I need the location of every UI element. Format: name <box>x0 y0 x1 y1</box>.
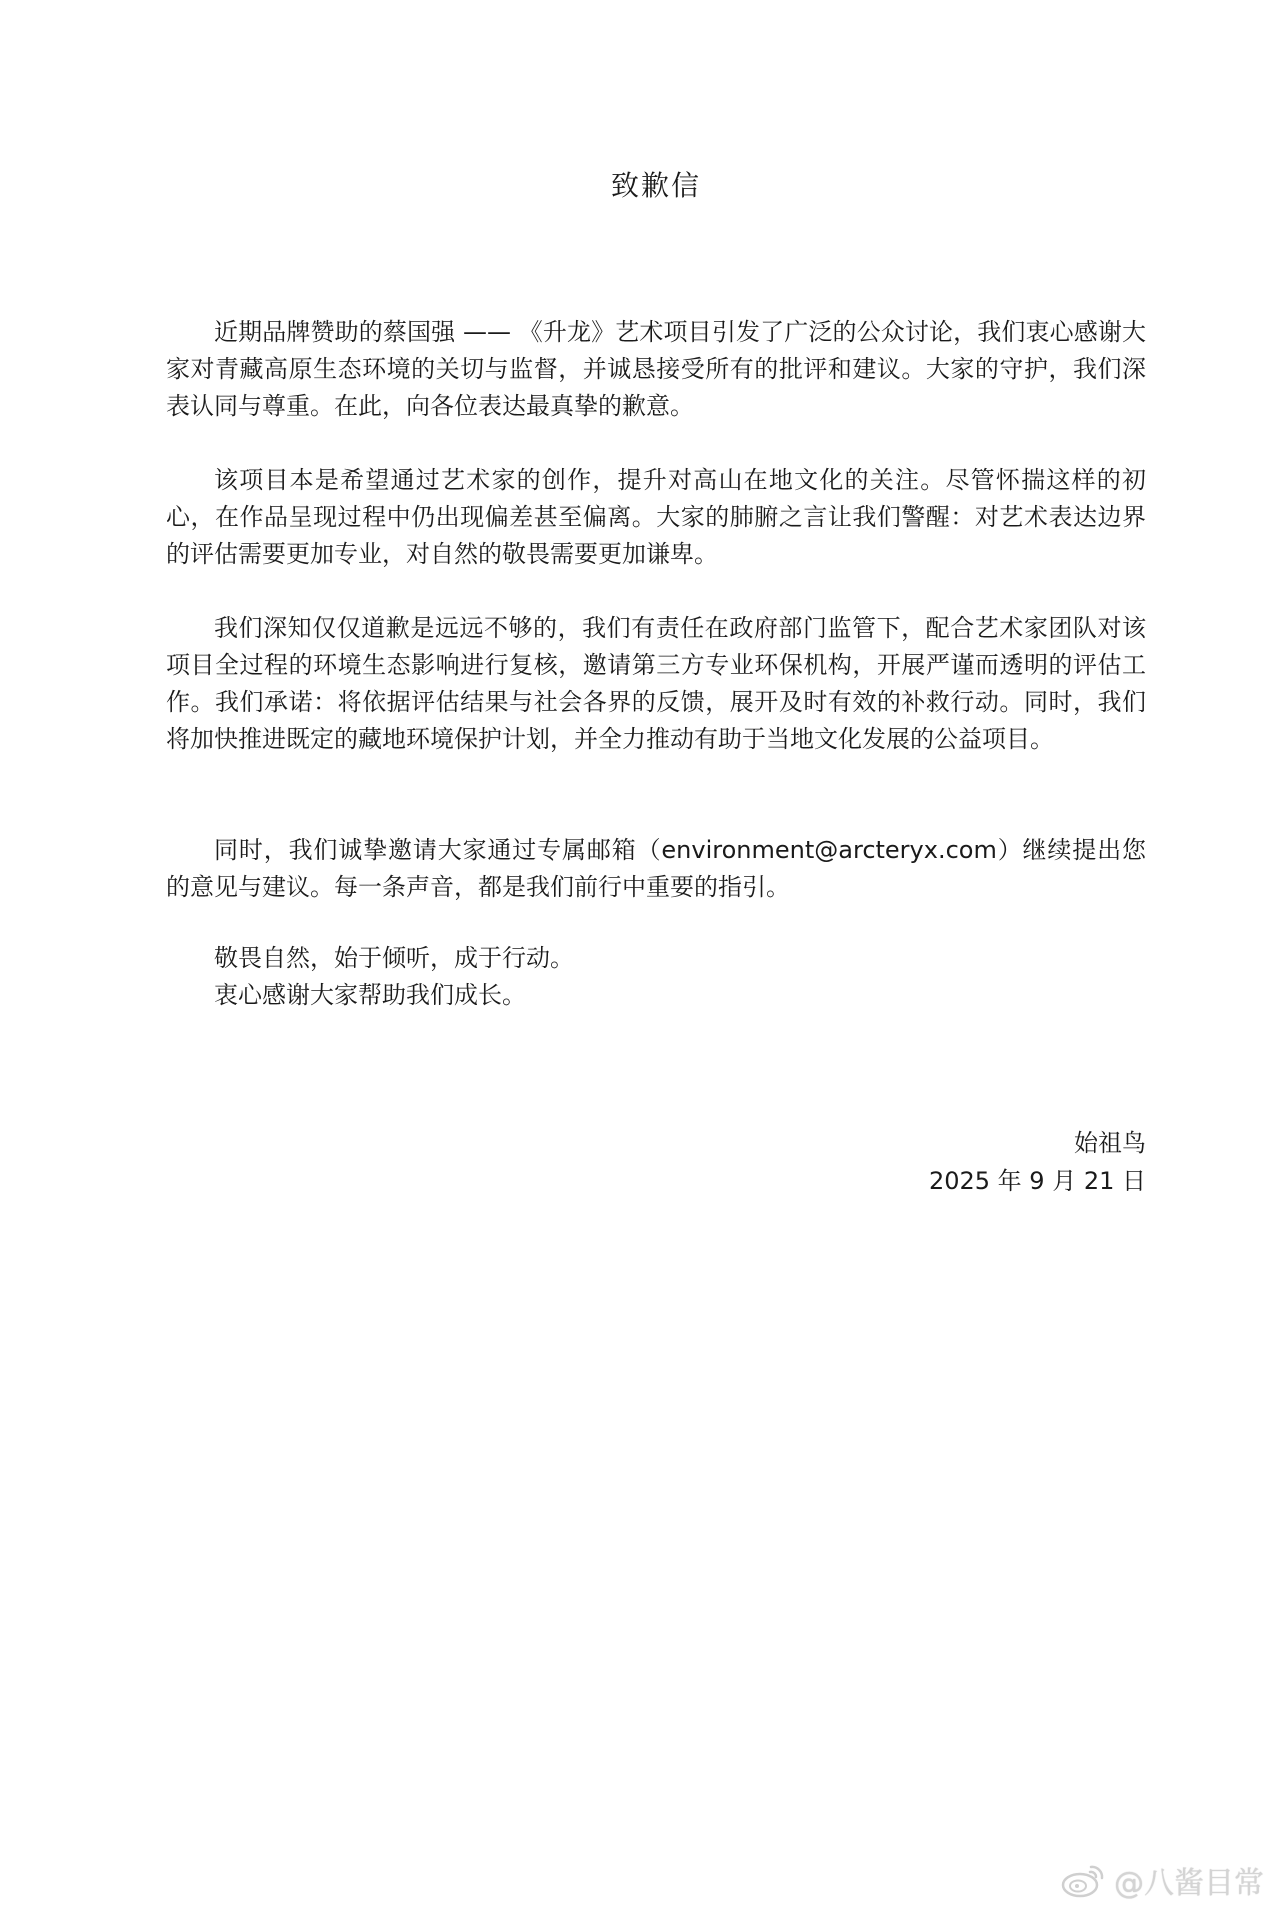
signature-name: 始祖鸟 <box>1074 1129 1146 1157</box>
closing-line-1: 敬畏自然，始于倾听，成于行动。 <box>214 944 574 972</box>
signature-date: 2025 年 9 月 21 日 <box>928 1167 1146 1195</box>
letter-paragraph-4: 同时，我们诚挚邀请大家通过专属邮箱（environment@arcteryx.com）继续提出您的意见与建议。每一条声音，都是我们前行中重要的指引。 <box>166 836 1146 901</box>
watermark <box>1060 1858 1264 1902</box>
letter-title: 致歉信 <box>610 169 701 202</box>
letter-paragraph-1: 近期品牌赞助的蔡国强 —— 《升龙》艺术项目引发了广泛的公众讨论，我们衷心感谢大家对青藏高原生态环境的关切与监督，并诚恳接受所有的批评和建议。大家的守护，我们深表认同与尊重。在此，向各位表达最真挚的歉意。 <box>166 318 1146 420</box>
letter-closing <box>214 940 574 1014</box>
letter-paragraph-3: 我们深知仅仅道歉是远远不够的，我们有责任在政府部门监管下，配合艺术家团队对该项目全过程的环境生态影响进行复核，邀请第三方专业环保机构，开展严谨而透明的评估工作。我们承诺：将依据评估结果与社会各界的反馈，展开及时有效的补救行动。同时，我们将加快推进既定的藏地环境保护计划，并全力推动有助于当地文化发展的公益项目。 <box>166 614 1146 753</box>
letter-paragraph-2: 该项目本是希望通过艺术家的创作，提升对高山在地文化的关注。尽管怀揣这样的初心，在作品呈现过程中仍出现偏差甚至偏离。大家的肺腑之言让我们警醒：对艺术表达边界的评估需要更加专业，对自然的敬畏需要更加谦卑。 <box>166 466 1146 568</box>
letter-signature <box>929 1124 1146 1200</box>
closing-line-2: 衷心感谢大家帮助我们成长。 <box>214 981 526 1009</box>
watermark-text: @八酱目常 <box>1114 1866 1264 1901</box>
weibo-logo-icon <box>1060 1861 1106 1899</box>
